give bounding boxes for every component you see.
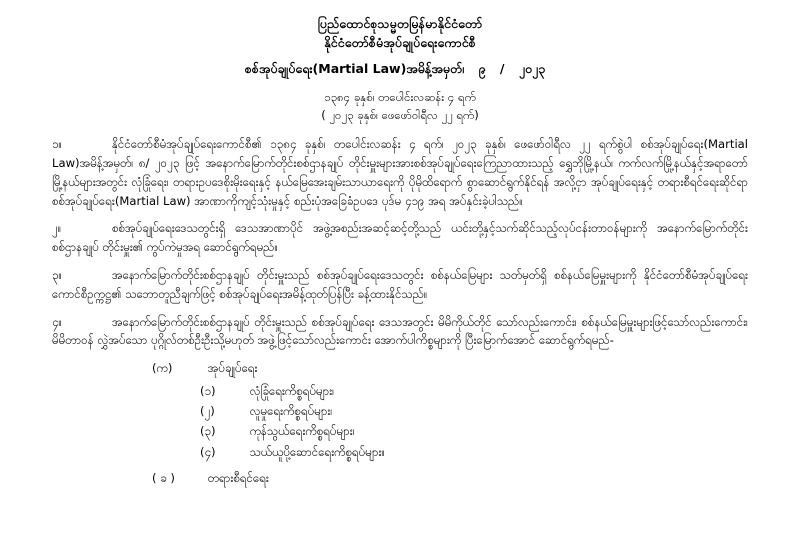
header-line-2: နိုင်ငံတော်စီမံအုပ်ချုပ်ရေးကောင်စီ (324, 35, 476, 51)
item-text: လုံခြုံရေးကိစ္စရပ်များ၊ (249, 383, 335, 398)
paragraph-3-marker: ၃။ (52, 267, 63, 282)
item-text: လူမှုရေးကိစ္စရပ်များ၊ (249, 404, 333, 419)
item-index: (၄) (200, 444, 216, 459)
document-header (52, 14, 748, 53)
paragraph-1 (52, 135, 748, 210)
section-ka-title: အုပ်ချုပ်ရေး (207, 361, 258, 376)
paragraph-2 (52, 219, 748, 257)
order-number: ၉ (478, 60, 486, 76)
section-ka-label (52, 359, 748, 379)
paragraph-1-text: နိုင်ငံတော်စီမံအုပ်ချုပ်ရေးကောင်စီ၏ ၁၃၈၄ ခုနှစ်၊ တပေါင်းလဆန်း ၄ ရက်၊ ၂၀၂၃ ခုနှစ်၊ ဖေဖော်ဝါရီလ ၂၂ ရက်စွဲပါ စစ်အုပ်ချုပ်ရေး(Martial Law)အမိန့်အမှတ်၊ ၈/ ၂၀၂၃ ဖြင့် အနောက်မြောက်တိုင်းစစ်ဌာနချုပ် တိုင်းမှူးများအားစစ်အုပ်ချုပ်ရေးကြေညာထားသည့် ရွှေဘိုမြို့နယ်၊ ကက်လက်မြို့နယ်နှင့်အရာတော်မြို့နယ်များအတွင်း လုံခြုံရေး၊ တရားဥပဒေစိုးမိုးရေးနှင့် နယ်မြေအေးချမ်းသာယာရေးကို ပိုမိုထိရောက် စွာဆောင်ရွက်နိုင်ရန် အလို့ငှာ အုပ်ချုပ်ရေးနှင့် တရားစီရင်ရေးဆိုင်ရာ စစ်အုပ်ချုပ်ရေး(Martial Law) အာဏာကိုကျင့်သုံးမှုနှင့် စည်းပုံအခြေခံဥပဒေ ပုဒ်မ ၄၁၉ အရ အပ်နှင်းခဲ့ပါသည်။ (52, 137, 748, 208)
paragraph-4-marker: ၄။ (52, 314, 63, 329)
section-kha-paren: ( ခ ) (152, 470, 175, 485)
paragraph-4 (52, 313, 748, 351)
document-dates (52, 88, 748, 125)
paragraph-2-text: စစ်အုပ်ချုပ်ရေးဒေသတွင်းရှိ ဒေသအာဏာပိုင် အဖွဲ့အစည်းအဆင့်ဆင့်တို့သည် ယင်းတို့နှင့်သက်ဆိုင်သည့်လုပ်ငန်းတာဝန်များကို အနောက်မြောက်တိုင်းစစ်ဌာနချုပ် တိုင်းမှူး၏ ကွပ်ကဲမှုအရ ဆောင်ရွက်ရမည်။ (52, 221, 748, 255)
paragraph-2-marker: ၂။ (52, 221, 62, 236)
order-separator: / (499, 60, 505, 76)
item-text: ကုန်သွယ်ရေးကိစ္စရပ်များ၊ (249, 424, 355, 439)
list-item (52, 421, 748, 441)
item-index: (၃) (200, 424, 216, 439)
paragraph-3-text: အနောက်မြောက်တိုင်းစစ်ဌာနချုပ် တိုင်းမှူးသည် စစ်အုပ်ချုပ်ရေးဒေသတွင်း စစ်နယ်မြေများ သတ်မှတ်ရှိ စစ်နယ်မြေမှူးများကို နိုင်ငံတော်စီမံအုပ်ချုပ်ရေးကောင်စီဥက္ကဋ္ဌ၏ သဘောတူညီချက်ဖြင့် စစ်အုပ်ချုပ်ရေးအမိန့်ထုတ်ပြန်ပြီး ခန့်ထားနိုင်သည်။ (52, 267, 748, 301)
document-body (52, 135, 748, 488)
paragraph-3 (52, 266, 748, 304)
item-index: (၁) (200, 383, 216, 398)
section-ka-paren: (က) (152, 361, 173, 376)
item-text: သယ်ယူပို့ဆောင်ရေးကိစ္စရပ်များ။ (249, 444, 385, 459)
section-kha-label (52, 469, 748, 489)
list-item (52, 442, 748, 462)
section-kha-title: တရားစီရင်ရေး (207, 470, 269, 485)
header-line-1: ပြည်ထောင်စုသမ္မတမြန်မာနိုင်ငံတော် (317, 16, 483, 31)
order-year: ၂၀၂၃ (518, 60, 546, 76)
order-title-line (52, 60, 748, 79)
order-title: စစ်အုပ်ချုပ်ရေး(Martial Law)အမိန့်အမှတ်၊ (244, 60, 465, 76)
item-index: (၂) (200, 404, 215, 419)
date-myanmar-era: ၁၃၈၄ ခုနှစ်၊ တပေါင်းလဆန်း ၄ ရက် (324, 89, 476, 104)
date-gregorian: ( ၂၀၂၃ ခုနှစ်၊ ဖေဖော်ဝါရီလ ၂၂ ရက်) (321, 107, 479, 122)
paragraph-1-marker: ၁။ (52, 137, 63, 152)
section-ka-items (52, 381, 748, 462)
paragraph-4-text: အနောက်မြောက်တိုင်းစစ်ဌာနချုပ် တိုင်းမှူးသည် စစ်အုပ်ချုပ်ရေး ဒေသအတွင်း မိမိကိုယ်တိုင် သော်လည်းကောင်း၊ စစ်နယ်မြေမှူးများဖြင့်သော်လည်းကောင်း၊ မိမိတာဝန် လွှဲအပ်သော ပုဂ္ဂိုလ်တစ်ဦးဦးသို့မဟုတ် အဖွဲ့ဖြင့်သော်လည်းကောင်း အောက်ပါကိစ္စများကို ပြီးမြောက်အောင် ဆောင်ရွက်ရမည်- (52, 314, 748, 348)
list-item (52, 381, 748, 401)
list-item (52, 401, 748, 421)
